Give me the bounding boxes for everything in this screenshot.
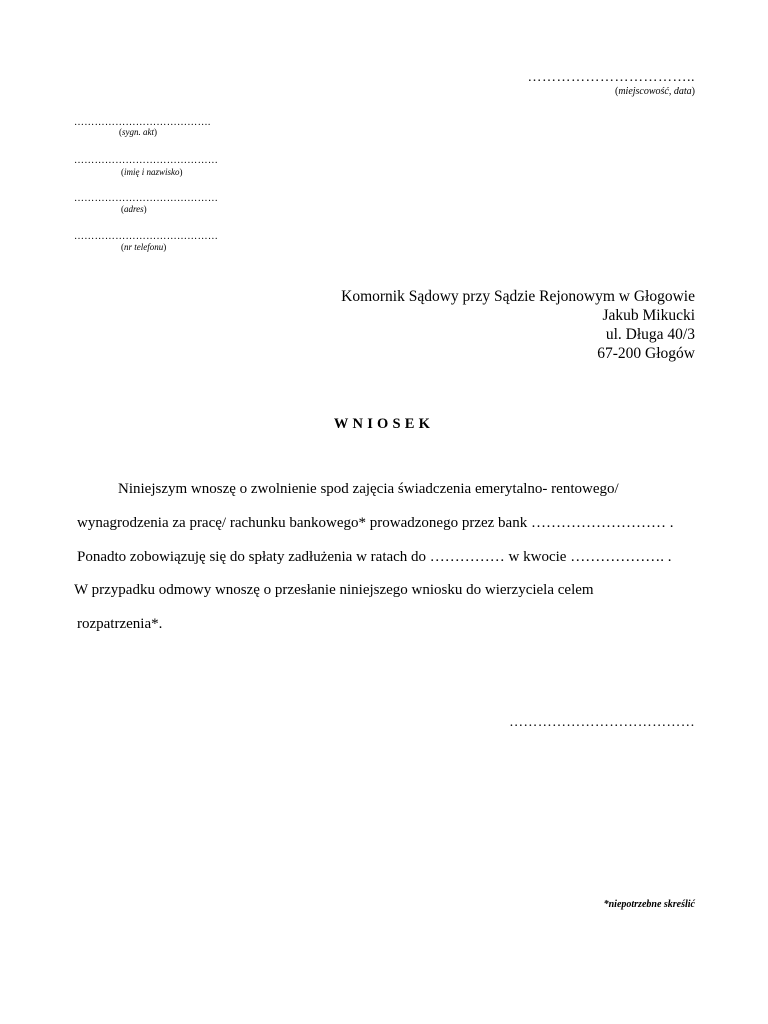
addressee-office: Komornik Sądowy przy Sądzie Rejonowym w Głogowie (341, 288, 695, 305)
address-caption: (adres) (121, 204, 147, 214)
case-number-caption: (sygn. akt) (119, 127, 157, 137)
caption-paren-close: ) (691, 86, 695, 97)
addressee-name: Jakub Mikucki (602, 307, 695, 324)
date-place-caption (615, 86, 695, 97)
case-number-line: …………………………………. (74, 117, 211, 128)
body-line-5: rozpatrzenia*. (77, 616, 163, 632)
body-line-4: W przypadku odmowy wnoszę o przesłanie niniejszego wniosku do wierzyciela celem (74, 582, 594, 598)
addressee-street: ul. Długa 40/3 (605, 326, 695, 343)
phone-caption: (nr telefonu) (121, 242, 167, 252)
date-place-line: …………………………….. (527, 70, 695, 85)
caption-paren-open: ( (614, 86, 619, 97)
body-line-3: Ponadto zobowiązuję się do spłaty zadłużenia w ratach do …………… w kwocie ………………. . (77, 549, 672, 565)
signature-line: ………………………………… (509, 715, 695, 730)
document-title: WNIOSEK (333, 416, 435, 432)
footnote: *niepotrzebne skreślić (603, 899, 695, 910)
caption-text: miejscowość, data (618, 86, 692, 97)
body-line-2: wynagrodzenia za pracę/ rachunku bankowego* prowadzonego przez bank ……………………… . (77, 515, 674, 531)
addressee-city: 67-200 Głogów (597, 345, 695, 362)
phone-line: …………………………………… (74, 231, 219, 242)
address-line: …………………………………… (74, 193, 219, 204)
full-name-caption: (imię i nazwisko) (121, 167, 183, 177)
body-line-1: Niniejszym wnoszę o zwolnienie spod zajęcia świadczenia emerytalno- rentowego/ (118, 481, 619, 497)
full-name-line: …………………………………… (74, 155, 219, 166)
addressee-block (341, 287, 695, 363)
